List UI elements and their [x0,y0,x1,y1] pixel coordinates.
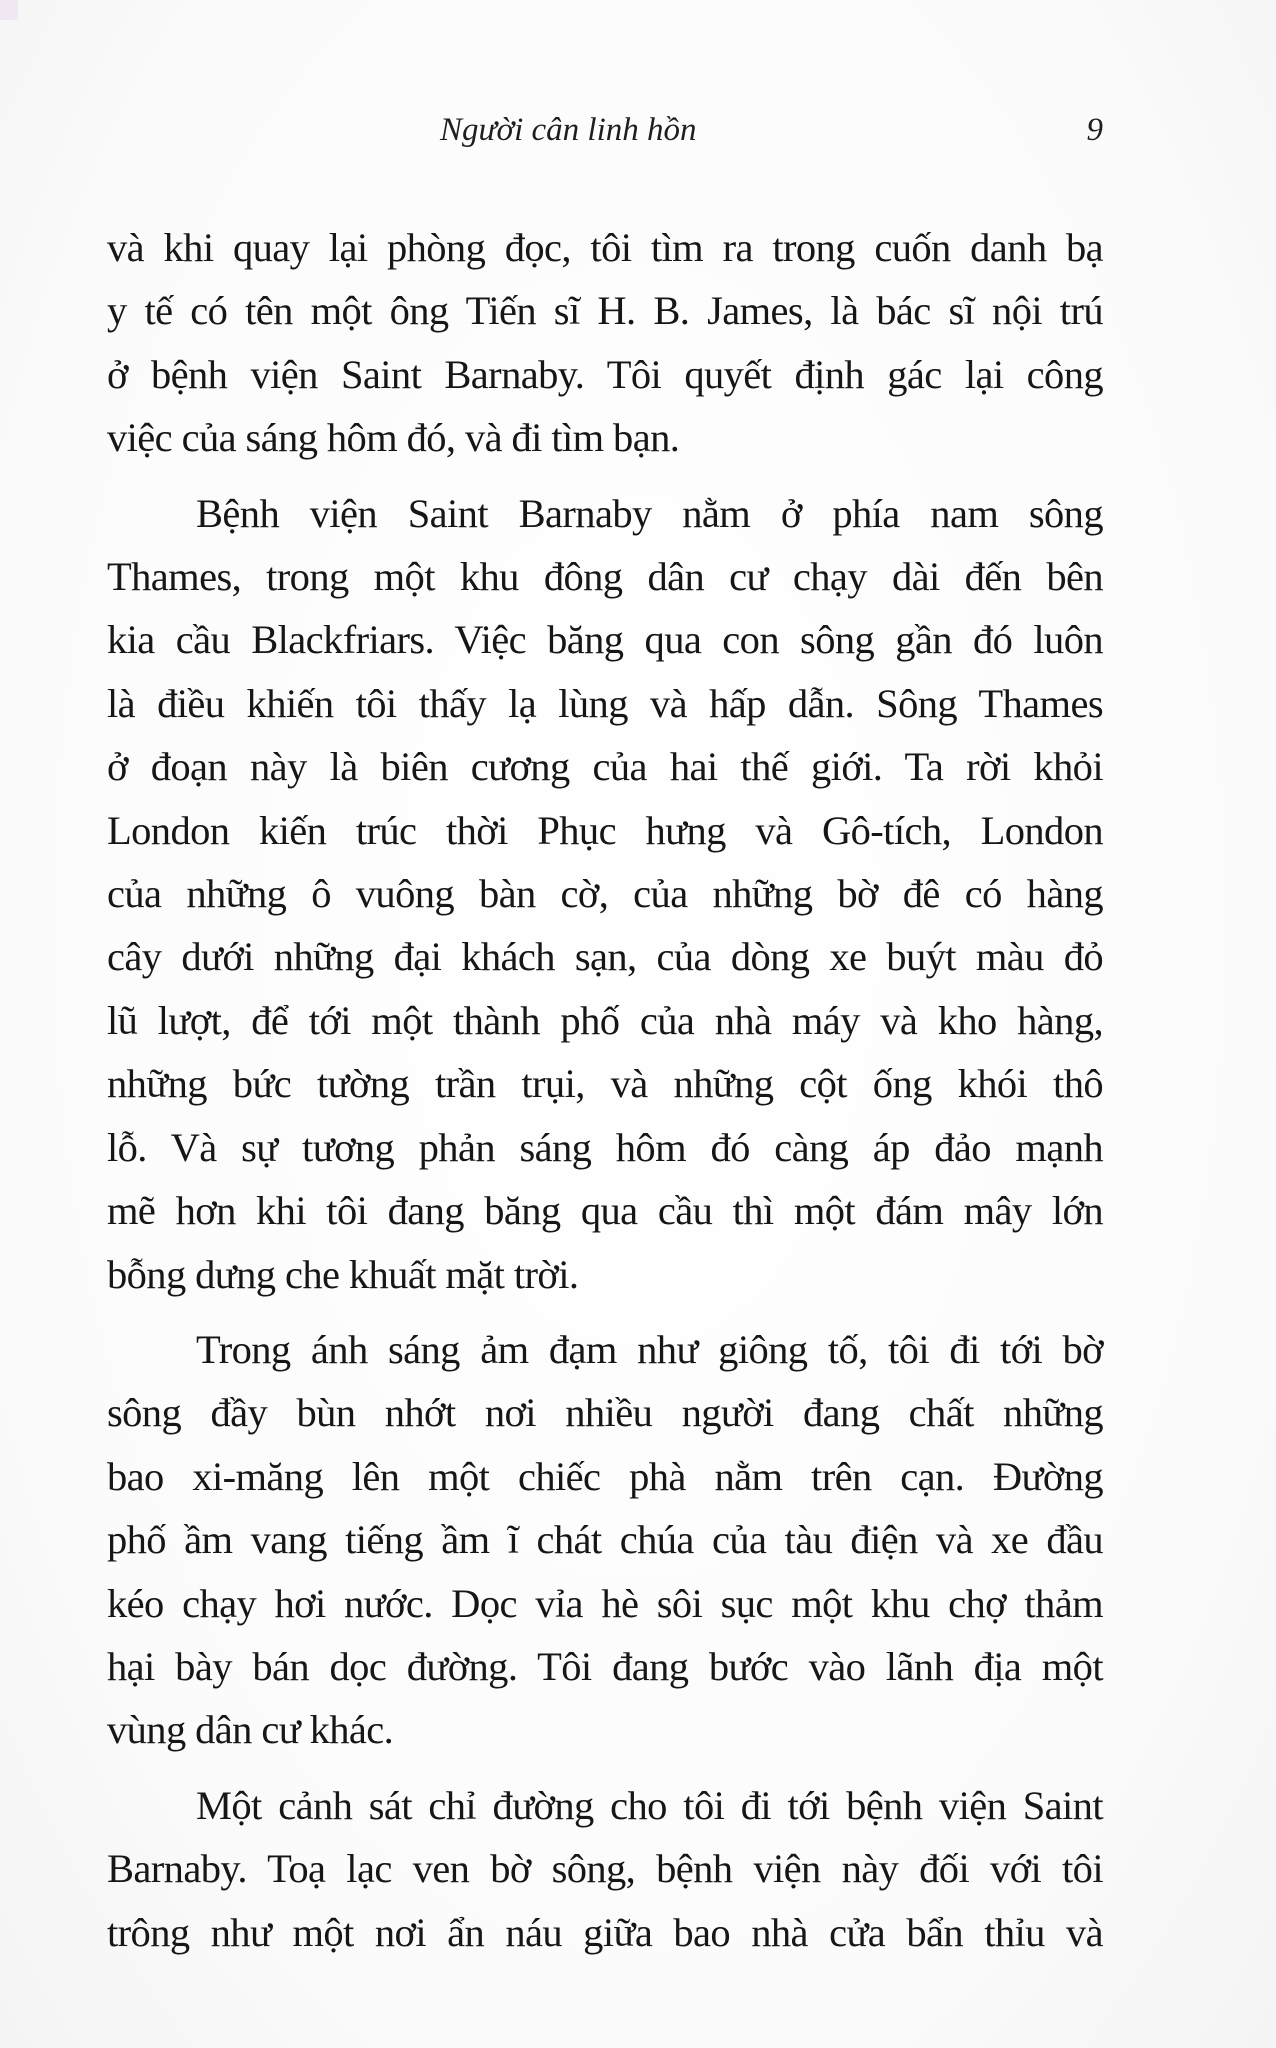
text-line: bỗng dưng che khuất mặt trời. [107,1251,579,1297]
paragraph-3 [107,1318,1103,1762]
running-header [107,108,1103,158]
text-line: lũ lượt, để tới một thành phố của nhà máy và kho hàng, [107,997,1103,1043]
paragraph-2 [107,482,1103,1306]
text-line: của những ô vuông bàn cờ, của những bờ đê có hàng [107,871,1103,917]
text-line: Thames, trong một khu đông dân cư chạy dài đến bên [107,554,1103,600]
text-line: y tế có tên một ông Tiến sĩ H. B. James, là bác sĩ nội trú [107,288,1103,334]
text-line: hại bày bán dọc đường. Tôi đang bước vào lãnh địa một [107,1643,1103,1689]
text-line: và khi quay lại phòng đọc, tôi tìm ra trong cuốn danh bạ [107,225,1103,270]
text-line: phố ầm vang tiếng ầm ĩ chát chúa của tàu điện và xe đầu [107,1517,1103,1563]
text-line: kia cầu Blackfriars. Việc băng qua con sông gần đó luôn [107,617,1103,663]
text-line: trông như một nơi ẩn náu giữa bao nhà cửa bẩn thỉu và [107,1909,1103,1955]
page-number: 9 [1086,112,1103,148]
text-line: việc của sáng hôm đó, và đi tìm bạn. [107,415,680,461]
text-line: mẽ hơn khi tôi đang băng qua cầu thì một đám mây lớn [107,1188,1103,1234]
paragraph-4 [107,1774,1103,1964]
text-line: bao xi-măng lên một chiếc phà nằm trên cạn. Đường [107,1453,1103,1499]
text-line: là điều khiến tôi thấy lạ lùng và hấp dẫn. Sông Thames [107,680,1103,726]
text-line: những bức tường trần trụi, và những cột ống khói thô [107,1061,1103,1107]
book-title: Người cân linh hồn [440,112,697,148]
text-line: Bệnh viện Saint Barnaby nằm ở phía nam sông [196,490,1103,536]
text-line: Barnaby. Toạ lạc ven bờ sông, bệnh viện này đối với tôi [107,1846,1103,1892]
text-line: cây dưới những đại khách sạn, của dòng xe buýt màu đỏ [107,934,1103,980]
text-line: London kiến trúc thời Phục hưng và Gô-tích, London [107,807,1103,853]
body-text [107,216,1103,1976]
text-line: ở đoạn này là biên cương của hai thế giới. Ta rời khỏi [107,744,1103,790]
text-line: kéo chạy hơi nước. Dọc vỉa hè sôi sục một khu chợ thảm [107,1580,1103,1626]
text-line: ở bệnh viện Saint Barnaby. Tôi quyết định gác lại công [107,351,1103,397]
text-line: vùng dân cư khác. [107,1707,394,1753]
text-line: lỗ. Và sự tương phản sáng hôm đó càng áp đảo mạnh [107,1124,1103,1170]
text-line: Một cảnh sát chỉ đường cho tôi đi tới bệnh viện Saint [196,1782,1103,1828]
text-line: sông đầy bùn nhớt nơi nhiều người đang chất những [107,1390,1103,1436]
text-line: Trong ánh sáng ảm đạm như giông tố, tôi đi tới bờ [196,1326,1103,1372]
page-corner-stain [0,0,18,20]
paragraph-1 [107,216,1103,470]
